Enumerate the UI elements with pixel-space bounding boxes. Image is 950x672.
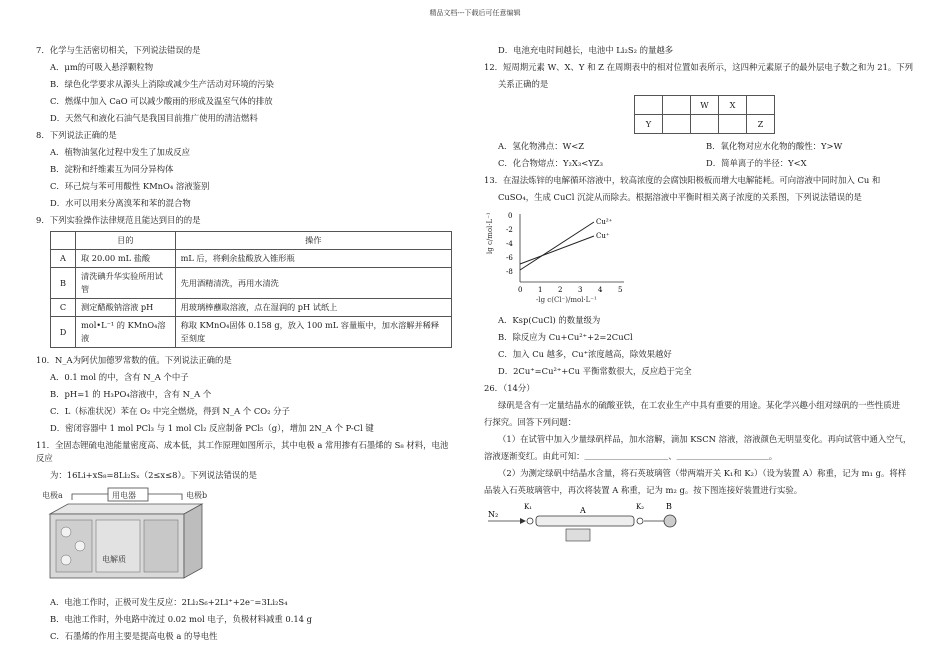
q13-stem: 13．在湿法炼锌的电解循环溶液中，较高浓度的会腐蚀阳极板而增大电解能耗。可向溶液中同时加入 Cu 和 [484,175,881,185]
page-header: 精品文档---下载后可任意编辑 [429,9,521,17]
table-row [51,299,452,317]
q10-option-d: D．密闭容器中 1 mol PCl₃ 与 1 mol Cl₂ 反应制备 PCl₅（g），增加 2N_A 个 P-Cl 键 [50,423,374,433]
grid-cell: Z [747,115,775,134]
row-label: C [51,299,76,317]
q9-header-operation: 操作 [175,232,451,250]
q12-option-c: C．化合物熔点：Y₂X₃<YZ₃ [498,158,603,168]
q9-header-blank [51,232,76,250]
q9-header-purpose: 目的 [76,232,176,250]
q13-option-c: C．加入 Cu 越多，Cu⁺浓度越高，除效果越好 [498,349,672,359]
q8-stem: 8．下列说法正确的是 [36,130,117,140]
q12-option-a: A．氢化物沸点：W<Z [498,141,585,151]
device-b [664,515,676,527]
q12-stem-continued: 关系正确的是 [498,79,549,89]
periodic-table-fragment [634,95,775,134]
grid-cell [691,115,719,134]
row-operation: 用玻璃棒蘸取溶液，点在湿润的 pH 试纸上 [175,299,451,317]
row-label: D [51,317,76,348]
q26-paragraph-3: （2）为测定绿矾中结晶水含量，将石英玻璃管（带两端开关 K₁和 K₂）（设为装置 A）称重，记为 m₁ g。将样 [498,468,907,478]
q13-stem-continued: CuSO₄，生成 CuCl 沉淀从而除去。根据溶液中平衡时相关离子浓度的关系图，下列说法错误的是 [498,192,862,202]
q26-paragraph-1: 绿矾是含有一定量结晶水的硫酸亚铁，在工农业生产中具有重要的用途。某化学兴趣小组对绿矾的一些性质进 [498,400,900,410]
grid-cell: W [691,96,719,115]
series-line-cu2 [520,222,594,270]
row-label: B [51,268,76,299]
q8-option-d: D．水可以用来分离溴苯和苯的混合物 [50,198,191,208]
q7-option-b: B．绿色化学要求从源头上消除或减少生产活动对环境的污染 [50,79,274,89]
ytick: -4 [506,240,513,248]
grid-cell: X [719,96,747,115]
table-row [51,317,452,348]
a-label: A [580,506,586,515]
ytick: 0 [508,212,513,220]
q11-stem-continued: 为：16Li+xS₈=8Li₂Sₓ（2≤x≤8）。下列说法错误的是 [50,470,258,480]
row-purpose: mol•L⁻¹ 的 KMnO₄溶液 [76,317,176,348]
b-label: B [666,502,672,511]
table-row [51,250,452,268]
row-purpose: 取 20.00 mL 盐酸 [76,250,176,268]
q13-chart [484,208,914,308]
q9-table [50,231,452,348]
q10-option-c: C．L（标准状况）苯在 O₂ 中完全燃烧，得到 N_A 个 CO₂ 分子 [50,406,290,416]
q10-option-a: A．0.1 mol 的中，含有 N_A 个中子 [50,372,189,382]
q11-option-b: B．电池工作时，外电路中流过 0.02 mol 电子，负极材料减重 0.14 g [50,614,313,624]
q12-stem: 12．短周期元素 W、X、Y 和 Z 在周期表中的相对位置如表所示，这四种元素原子的最外层电子数之和为 21。下列 [484,62,914,72]
series-label-cu1: Cu⁺ [596,232,610,240]
ytick: -6 [506,254,513,262]
grid-cell [747,96,775,115]
tube-a [536,516,634,526]
xtick: 5 [618,286,623,294]
chart-ylabel: lg c/mol·L⁻¹ [486,212,494,254]
xtick: 3 [578,286,583,294]
q26-paragraph-2b: 溶液逐渐变红。由此可知：＿＿＿＿＿＿＿＿＿＿、＿＿＿＿＿＿＿＿＿＿＿。 [484,451,778,461]
q7-option-d: D．天然气和液化石油气是我国目前推广使用的清洁燃料 [50,113,258,123]
electrode-b-label: 电极b [186,491,208,500]
q11-option-c: C．石墨烯的作用主要是提高电极 a 的导电性 [50,631,218,641]
chart-xlabel: -lg c(Cl⁻)/mol·L⁻¹ [536,296,597,304]
xtick: 1 [538,286,543,294]
q12-options-row-2 [498,157,914,174]
electrode-a-label: 电极a [42,491,63,500]
valve-k2 [637,518,643,524]
ytick: -8 [506,268,513,276]
q8-option-c: C．环己烷与苯可用酸性 KMnO₄ 溶液鉴别 [50,181,210,191]
k2-label: K₂ [636,503,645,511]
series-line-cu1 [520,236,594,264]
left-column [36,44,456,647]
xtick: 4 [598,286,603,294]
xtick: 2 [558,286,563,294]
battery-diagram [36,486,216,586]
q26-paragraph-3b: 品装入石英玻璃管中，再次将装置 A 称重，记为 m₂ g。按下图连接好装置进行实验。 [484,485,803,495]
grid-cell [635,96,663,115]
q13-option-a: A．Ksp(CuCl) 的数量级为 [498,315,601,325]
grid-cell [663,96,691,115]
apparatus-diagram [484,501,704,545]
xtick: 0 [518,286,523,294]
table-row [51,268,452,299]
q26-paragraph-1b: 行探究。回答下列问题： [484,417,577,427]
q11-stem: 11．全固态锂硫电池能量密度高、成本低，其工作原理如图所示，其中电极 a 常用掺有石墨烯的 S₈ 材料，电池反应 [36,440,449,463]
row-operation: mL 后，将剩余盐酸放入锥形瓶 [175,250,451,268]
grid-cell: Y [635,115,663,134]
row-operation: 先用酒精清洗，再用水清洗 [175,268,451,299]
row-label: A [51,250,76,268]
k1-label: K₁ [524,503,533,511]
q8-option-b: B．淀粉和纤维素互为同分异构体 [50,164,174,174]
q12-option-d: D．简单离子的半径：Y<X [706,158,807,168]
row-purpose: 测定醋酸钠溶液 pH [76,299,176,317]
ytick: -2 [506,226,513,234]
q11-option-a: A．电池工作时，正极可发生反应：2Li₂S₆+2Li⁺+2e⁻=3Li₂S₄ [50,597,288,607]
q10-option-b: B．pH=1 的 H₃PO₄溶液中，含有 N_A 个 [50,389,212,399]
q7-stem: 7．化学与生活密切相关，下列说法错误的是 [36,45,201,55]
q13-option-d: D．2Cu⁺=Cu²⁺+Cu 平衡常数很大，反应趋于完全 [498,366,692,376]
gas-label: N₂ [488,510,499,519]
q13-option-b: B．除反应为 Cu+Cu²⁺+2=2CuCl [498,332,633,342]
q7-option-c: C．燃煤中加入 CaO 可以减少酸雨的形成及温室气体的排放 [50,96,273,106]
q26-paragraph-2: （1）在试管中加入少量绿矾样品，加水溶解，滴加 KSCN 溶液，溶液颜色无明显变化。再向试管中通入空气， [498,434,912,444]
q9-stem: 9．下列实验操作法律规范且能达到目的的是 [36,215,201,225]
apparatus-figure [484,501,914,549]
q26-title: 26．（14分） [484,383,535,393]
electrolyte-label: 电解质 [102,555,126,564]
battery-figure [36,486,456,590]
q12-option-b: B．氧化物对应水化物的酸性：Y>W [706,141,843,151]
row-purpose: 清洗碘升华实验所用试管 [76,268,176,299]
grid-cell [719,115,747,134]
right-column [484,44,914,555]
appliance-label: 用电器 [112,491,136,500]
grid-cell [663,115,691,134]
q10-stem: 10．N_A为阿伏加德罗常数的值。下列说法正确的是 [36,355,232,365]
q8-option-a: A．植物油氢化过程中发生了加成反应 [50,147,191,157]
row-operation: 称取 KMnO₄固体 0.158 g，放入 100 mL 容量瓶中，加水溶解并稀释至刻度 [175,317,451,348]
concentration-chart [484,208,654,304]
q7-option-a: A．μm的可吸入悬浮颗粒物 [50,62,154,72]
q12-options-row-1 [498,140,914,157]
q11-option-d: D．电池充电时间越长，电池中 Li₂S₂ 的量越多 [498,45,674,55]
valve-k1 [527,518,533,524]
series-label-cu2: Cu²⁺ [596,218,613,226]
